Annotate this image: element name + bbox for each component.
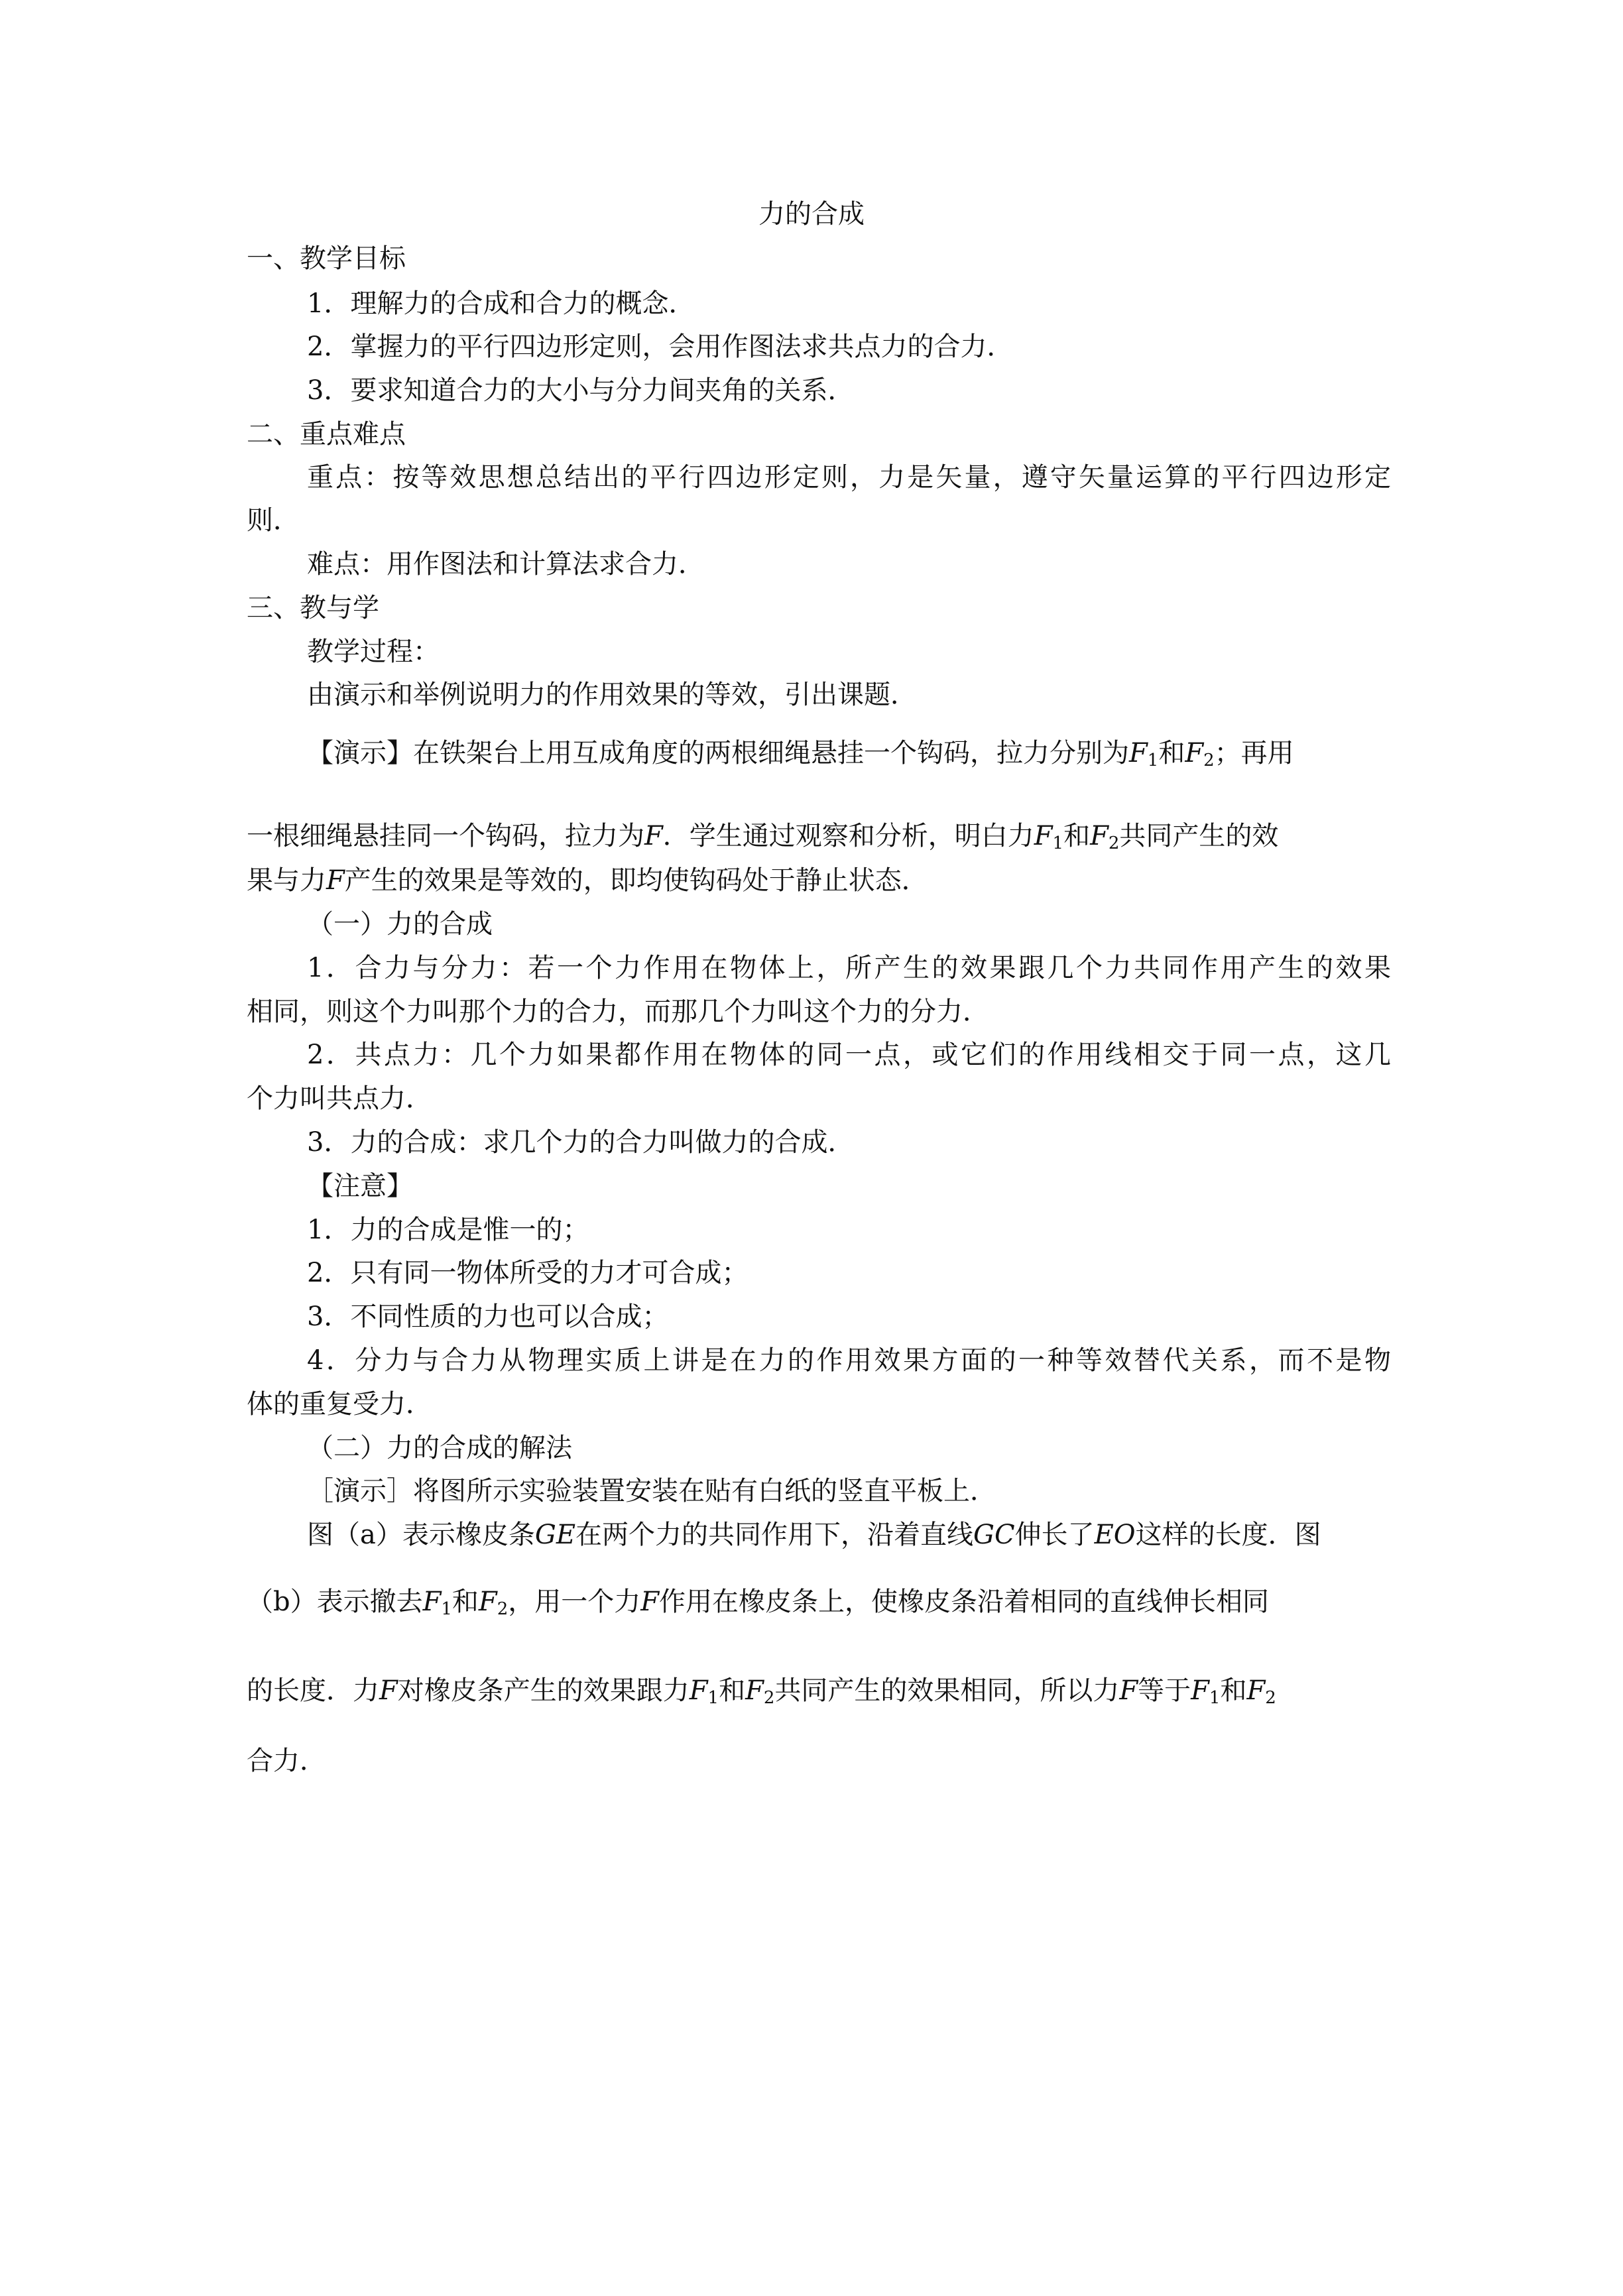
demo-paragraph-line-2 xyxy=(247,821,1278,851)
body-text: 和 xyxy=(719,1675,746,1706)
force-symbol: F xyxy=(745,1675,764,1706)
segment-label: GC xyxy=(973,1520,1015,1550)
subsection-heading-composition: （一）力的合成 xyxy=(307,909,493,939)
force-symbol: F xyxy=(326,865,345,896)
intro-line: 由演示和举例说明力的作用效果的等效，引出课题． xyxy=(307,680,917,710)
force-symbol: F xyxy=(1191,1675,1209,1706)
note-3: 3．不同性质的力也可以合成； xyxy=(307,1301,669,1332)
force-symbol: F xyxy=(1034,821,1053,851)
definition-3: 3．力的合成：求几个力的合力叫做力的合成． xyxy=(307,1127,855,1158)
demo-text: 和 xyxy=(1158,738,1185,768)
demo-text: 共同产生的效 xyxy=(1119,821,1279,851)
body-text: 图（a）表示橡皮条 xyxy=(307,1520,535,1550)
force-symbol: F xyxy=(422,1587,442,1617)
note-4-line-2: 体的重复受力． xyxy=(247,1389,432,1420)
body-text: 作用在橡皮条上，使橡皮条沿着相同的直线伸长相同 xyxy=(659,1587,1269,1617)
body-text: 和 xyxy=(1220,1675,1247,1706)
demo-2-line: ［演示］将图所示实验装置安装在贴有白纸的竖直平板上． xyxy=(307,1476,996,1506)
note-4-line-1: 4．分力与合力从物理实质上讲是在力的作用效果方面的一种等效替代关系，而不是物 xyxy=(307,1345,1391,1376)
body-text: 在两个力的共同作用下，沿着直线 xyxy=(575,1520,974,1550)
subscript: 2 xyxy=(1265,1688,1276,1708)
body-text: 和 xyxy=(451,1587,479,1617)
demo-text: ；再用 xyxy=(1214,738,1294,768)
force-symbol: F xyxy=(1185,738,1204,768)
subscript: 1 xyxy=(1147,751,1159,770)
body-text: 伸长了 xyxy=(1014,1520,1095,1550)
demo-paragraph-line-1 xyxy=(307,738,1294,768)
figure-b-line xyxy=(247,1587,1269,1617)
ending-line: 合力． xyxy=(247,1746,326,1776)
demo-text: 一根细绳悬挂同一个钩码，拉力为 xyxy=(247,821,644,851)
demo-text: 产生的效果是等效的，即均使钩码处于静止状态． xyxy=(344,865,928,896)
difficulty-line: 难点：用作图法和计算法求合力． xyxy=(307,549,705,579)
body-text: 等于 xyxy=(1138,1675,1191,1706)
note-1: 1．力的合成是惟一的； xyxy=(307,1215,589,1245)
force-symbol: F xyxy=(689,1675,708,1706)
definition-2-line-1: 2．共点力：几个力如果都作用在物体的同一点，或它们的作用线相交于同一点，这几 xyxy=(307,1040,1391,1070)
notes-heading: 【注意】 xyxy=(307,1171,413,1201)
body-text: 这样的长度．图 xyxy=(1135,1520,1321,1550)
body-text: ，用一个力 xyxy=(508,1587,641,1617)
teaching-process-label: 教学过程： xyxy=(307,636,440,667)
subscript: 2 xyxy=(1108,833,1120,853)
force-symbol: F xyxy=(640,1587,659,1617)
force-symbol: F xyxy=(1246,1675,1266,1706)
force-symbol: F xyxy=(644,821,663,851)
segment-label: EO xyxy=(1094,1520,1136,1550)
goal-item-3: 3．要求知道合力的大小与分力间夹角的关系． xyxy=(307,375,855,406)
force-symbol: F xyxy=(1119,1675,1138,1706)
definition-1-line-2: 相同，则这个力叫那个力的合力，而那几个力叫这个力的分力． xyxy=(247,997,989,1027)
demo-text: 和 xyxy=(1063,821,1091,851)
key-point-line-1: 重点：按等效思想总结出的平行四边形定则，力是矢量，遵守矢量运算的平行四边形定 xyxy=(307,462,1391,493)
body-text: 的长度．力 xyxy=(247,1675,379,1706)
goal-item-1: 1．理解力的合成和合力的概念． xyxy=(307,288,695,319)
definition-2-line-2: 个力叫共点力． xyxy=(247,1083,432,1114)
demo-text: 果与力 xyxy=(247,865,326,896)
subscript: 1 xyxy=(441,1599,452,1619)
section-heading-goals: 一、教学目标 xyxy=(247,243,406,274)
figure-a-line xyxy=(307,1520,1321,1550)
goal-item-2: 2．掌握力的平行四边形定则，会用作图法求共点力的合力． xyxy=(307,332,1014,362)
note-2: 2．只有同一物体所受的力才可合成； xyxy=(307,1258,749,1288)
subscript: 1 xyxy=(707,1688,719,1708)
force-symbol: F xyxy=(1090,821,1109,851)
segment-label: GE xyxy=(534,1520,576,1550)
section-heading-teaching: 三、教与学 xyxy=(247,593,379,623)
section-heading-key-points: 二、重点难点 xyxy=(247,419,406,450)
subscript: 2 xyxy=(763,1688,775,1708)
force-symbol: F xyxy=(1129,738,1148,768)
subsection-heading-methods: （二）力的合成的解法 xyxy=(307,1433,572,1463)
page-title: 力的合成 xyxy=(758,199,865,229)
subscript: 2 xyxy=(1203,751,1215,770)
body-text: 共同产生的效果相同，所以力 xyxy=(774,1675,1120,1706)
demo-paragraph-line-3 xyxy=(247,865,928,896)
demo-text: ．学生通过观察和分析，明白力 xyxy=(662,821,1034,851)
demo-text: 【演示】在铁架台上用互成角度的两根细绳悬挂一个钩码，拉力分别为 xyxy=(307,738,1129,768)
subscript: 2 xyxy=(497,1599,509,1619)
force-symbol: F xyxy=(478,1587,497,1617)
force-symbol: F xyxy=(379,1675,398,1706)
subscript: 1 xyxy=(1052,833,1064,853)
definition-1-line-1: 1．合力与分力：若一个力作用在物体上，所产生的效果跟几个力共同作用产生的效果 xyxy=(307,953,1391,983)
conclusion-line xyxy=(247,1675,1276,1706)
subscript: 1 xyxy=(1209,1688,1221,1708)
body-text: （b）表示撤去 xyxy=(247,1587,423,1617)
body-text: 对橡皮条产生的效果跟力 xyxy=(397,1675,690,1706)
key-point-line-2: 则． xyxy=(247,505,300,536)
